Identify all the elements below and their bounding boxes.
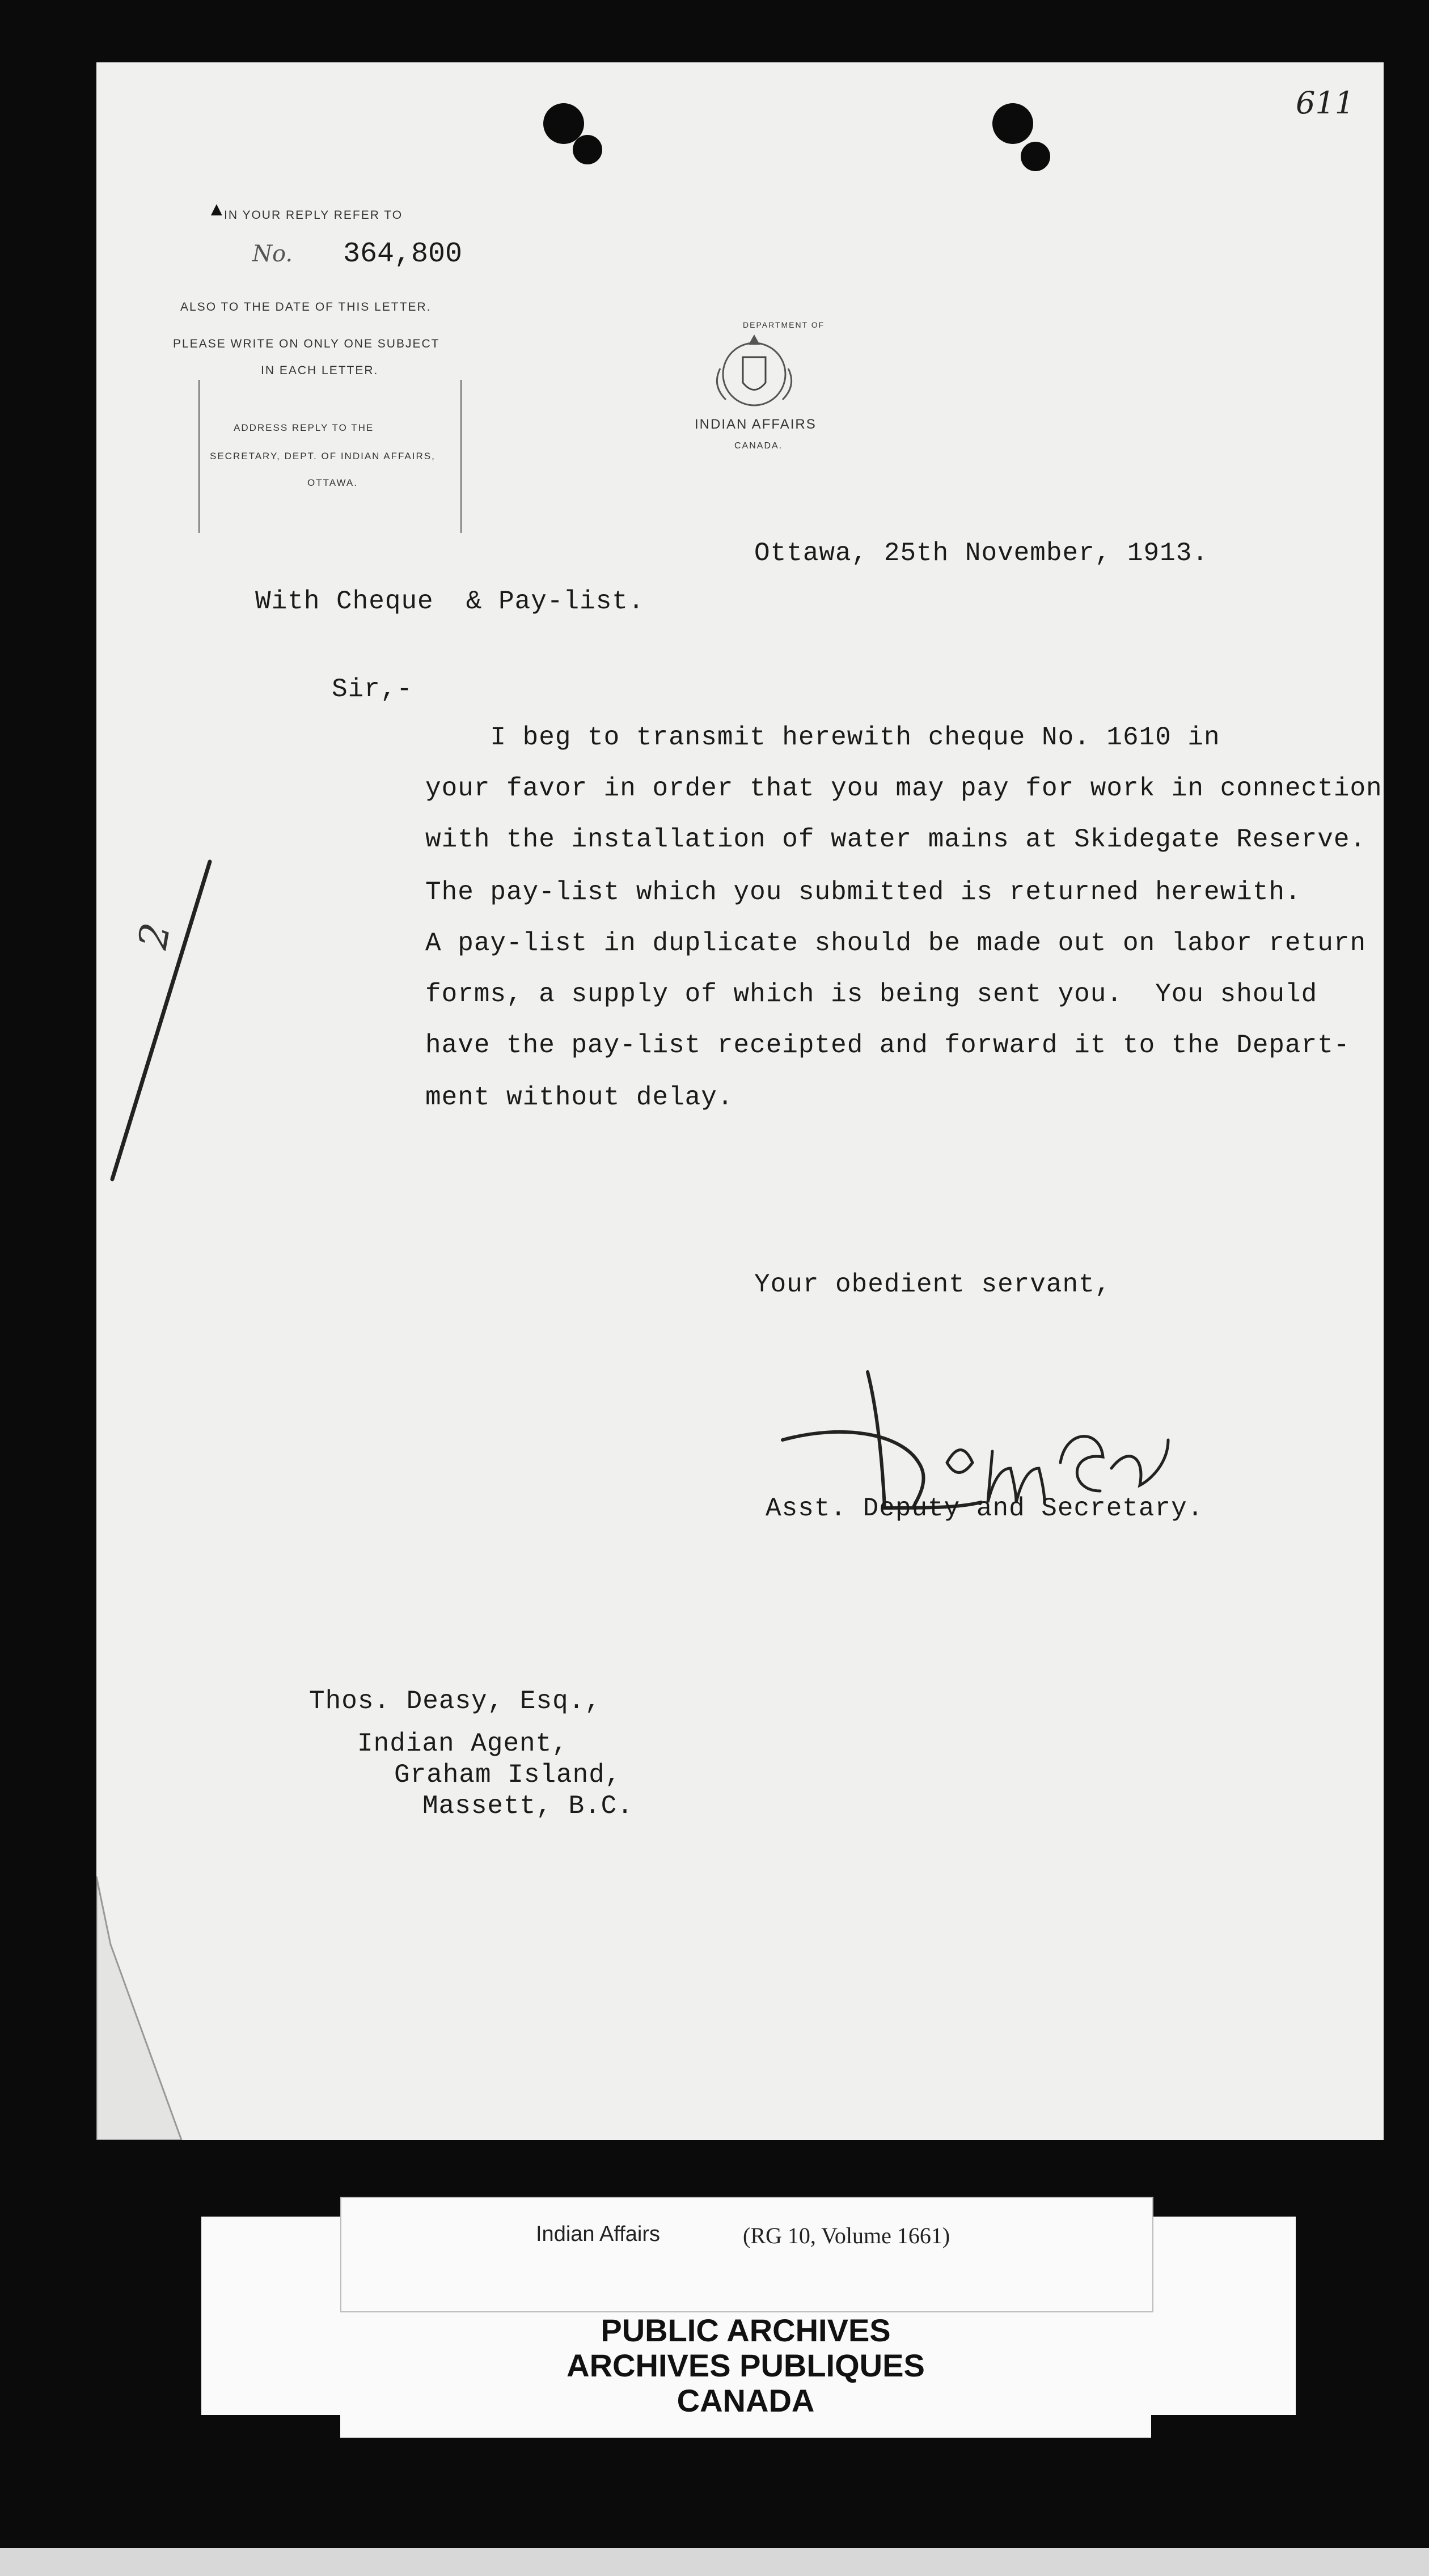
address-line: ADDRESS REPLY TO THE xyxy=(234,422,374,433)
margin-mark: 2 xyxy=(129,919,180,953)
recipient-line: Thos. Deasy, Esq., xyxy=(309,1687,601,1716)
archive-line1: PUBLIC ARCHIVES xyxy=(601,2312,891,2348)
address-line: OTTAWA. xyxy=(307,477,358,488)
one-subject-text: PLEASE WRITE ON ONLY ONE SUBJECT xyxy=(173,337,440,350)
letter-page xyxy=(96,62,1384,2140)
body-line: with the installation of water mains at Skidegate Reserve. xyxy=(425,825,1367,854)
archive-source: Indian Affairs xyxy=(536,2222,661,2246)
each-letter-text: IN EACH LETTER. xyxy=(261,364,379,377)
folio-number: 611 xyxy=(1296,85,1355,121)
reply-refer-text: IN YOUR REPLY REFER TO xyxy=(224,209,403,222)
archive-block xyxy=(340,2313,1151,2418)
file-number: 364,800 xyxy=(343,238,463,270)
punch-hole xyxy=(573,135,602,164)
recipient-line: Graham Island, xyxy=(394,1760,622,1790)
seal-top-text: DEPARTMENT OF xyxy=(743,320,825,329)
closing: Your obedient servant, xyxy=(754,1270,1111,1299)
seal-country-text: CANADA. xyxy=(734,441,783,451)
punch-hole xyxy=(1021,142,1050,171)
enclosure-line: With Cheque & Pay-list. xyxy=(255,587,645,616)
body-line: I beg to transmit herewith cheque No. 1610 in xyxy=(425,723,1220,752)
archive-line3: CANADA xyxy=(677,2383,815,2418)
letter-date: Ottawa, 25th November, 1913. xyxy=(754,539,1208,568)
body-line: your favor in order that you may pay for work in connection xyxy=(425,774,1383,803)
department-seal xyxy=(680,312,828,459)
body-line: have the pay-list receipted and forward it to the Depart- xyxy=(425,1031,1350,1060)
address-line: SECRETARY, DEPT. OF INDIAN AFFAIRS, xyxy=(210,451,436,461)
body-line: ment without delay. xyxy=(425,1083,734,1112)
arrow-marker-icon: ▲ xyxy=(207,198,227,220)
body-line: A pay-list in duplicate should be made out on labor return xyxy=(425,929,1367,958)
seal-name-text: INDIAN AFFAIRS xyxy=(695,417,817,432)
signature-title: Asst. Deputy and Secretary. xyxy=(766,1494,1204,1523)
body-line: The pay-list which you submitted is returned herewith. xyxy=(425,878,1301,907)
recipient-line: Massett, B.C. xyxy=(422,1791,633,1821)
folded-page-edge xyxy=(96,1876,187,2140)
also-date-text: ALSO TO THE DATE OF THIS LETTER. xyxy=(180,300,432,313)
body-line: forms, a supply of which is being sent you. You should xyxy=(425,980,1318,1009)
address-box xyxy=(198,380,462,533)
punch-hole xyxy=(992,103,1033,144)
film-bottom-strip xyxy=(0,2548,1429,2576)
margin-pencil-line xyxy=(102,856,215,1185)
archive-label-tab xyxy=(340,2197,1153,2312)
archive-volume: (RG 10, Volume 1661) xyxy=(743,2223,950,2248)
recipient-line: Indian Agent, xyxy=(357,1729,568,1759)
salutation: Sir,- xyxy=(332,675,413,704)
number-prefix: No. xyxy=(252,241,293,267)
archive-line2: ARCHIVES PUBLIQUES xyxy=(566,2348,925,2383)
